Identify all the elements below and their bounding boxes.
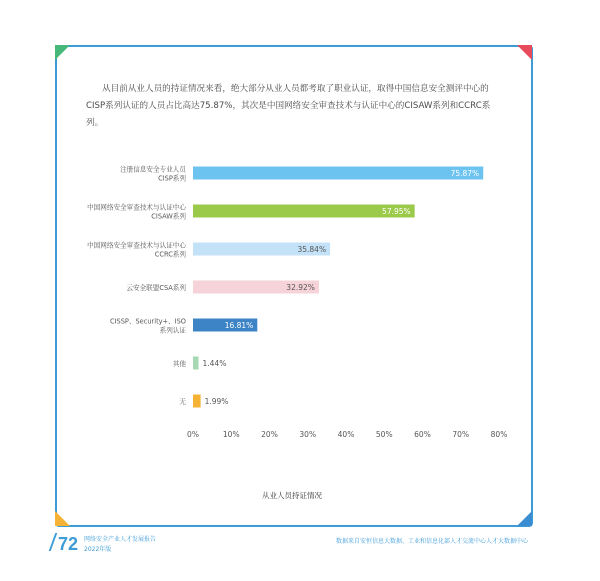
- intro-paragraph: 从目前从业人员的持证情况来看，绝大部分从业人员都考取了职业认证，取得中国信息安全测评中心的CISP系列认证的人员占比高达75.87%，其次是中国网络安全审查技术与认证中心的CISAW系列和CCRC系列。: [86, 83, 491, 128]
- chart-title: 从业人员持证情况: [262, 491, 322, 500]
- report-year: 2022年版: [84, 546, 112, 553]
- category-label-0-1: CISP系列: [158, 174, 186, 183]
- x-tick-label-6: 60%: [414, 430, 431, 439]
- category-label-1-1: CISAW系列: [151, 212, 186, 221]
- category-label-3-0: 云安全联盟CSA系列: [126, 284, 186, 292]
- category-label-2-1: CCRC系列: [154, 250, 186, 259]
- x-tick-label-5: 50%: [375, 430, 393, 439]
- x-tick-label-1: 10%: [222, 430, 240, 439]
- bar-5: [193, 357, 199, 370]
- category-label-0-0: 注册信息安全专业人员: [120, 165, 186, 174]
- x-tick-label-4: 40%: [337, 430, 355, 439]
- bar-0: [193, 167, 483, 180]
- category-label-4-0: CISSP、Security+、ISO: [109, 317, 186, 326]
- bar-value-label-6: 1.99%: [204, 397, 229, 406]
- x-tick-label-7: 70%: [452, 430, 470, 439]
- bar-value-label-1: 57.95%: [382, 207, 411, 216]
- data-source: 数据来自安恒信息大数据、工业和信息化部人才交流中心人才大数据中心: [335, 538, 528, 545]
- category-label-6-0: 无: [179, 398, 186, 406]
- category-label-5-0: 其他: [172, 360, 186, 368]
- x-tick-label-8: 80%: [490, 430, 508, 439]
- report-title: 网络安全产业人才发展报告: [84, 536, 157, 543]
- x-tick-label-2: 20%: [261, 430, 278, 439]
- bar-value-label-3: 32.92%: [286, 283, 315, 292]
- page-number: 72: [58, 534, 79, 554]
- x-tick-label-0: 0%: [187, 430, 199, 439]
- category-label-1-0: 中国网络安全审查技术与认证中心: [87, 203, 186, 212]
- category-label-2-0: 中国网络安全审查技术与认证中心: [87, 241, 186, 250]
- bar-value-label-5: 1.44%: [202, 359, 227, 368]
- bar-6: [193, 395, 201, 408]
- category-label-4-1: 系列认证: [159, 326, 186, 335]
- bar-value-label-4: 16.81%: [224, 321, 254, 330]
- bar-value-label-2: 35.84%: [297, 245, 327, 254]
- x-tick-label-3: 30%: [299, 430, 317, 439]
- bar-value-label-0: 75.87%: [450, 169, 480, 178]
